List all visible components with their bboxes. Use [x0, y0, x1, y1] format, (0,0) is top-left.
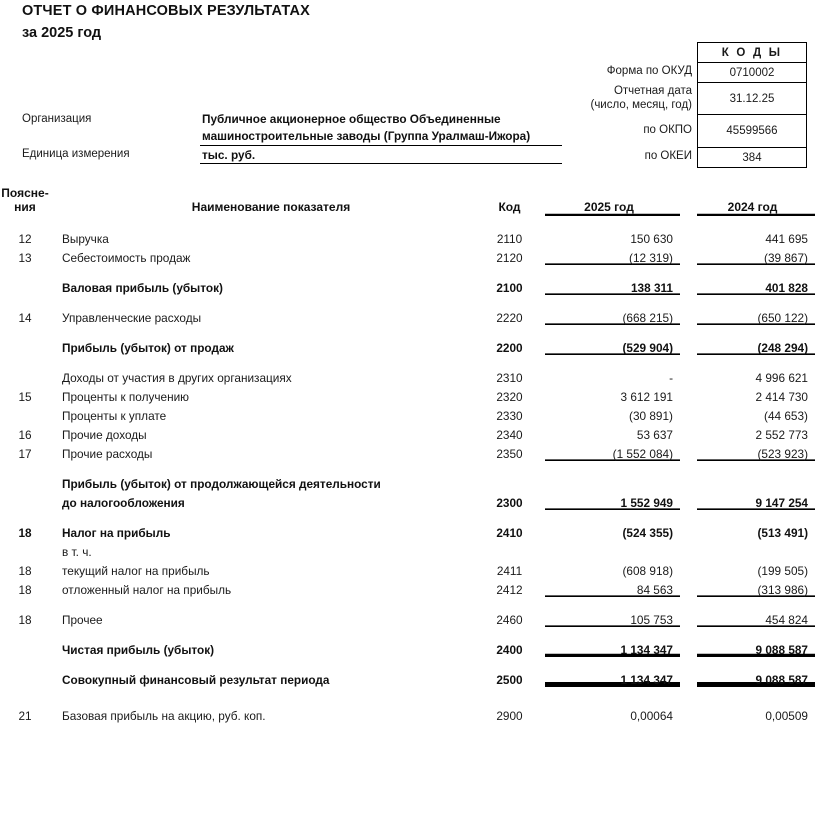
- spacer-cell: [0, 597, 62, 608]
- row-value-previous-year: (650 122): [697, 306, 815, 325]
- row-gap: [680, 668, 697, 687]
- spacer-row: [0, 687, 815, 704]
- row-value-current-year: 1 134 347: [545, 638, 680, 657]
- row-gap: [680, 521, 697, 540]
- row-gap: [680, 491, 697, 510]
- row-gap: [680, 385, 697, 404]
- row-value-previous-year: (523 923): [697, 442, 815, 461]
- row-indicator-name: Выручка: [62, 232, 109, 246]
- row-gap: [680, 227, 697, 246]
- value-report-date: 31.12.25: [698, 83, 807, 115]
- label-okei: по ОКЕИ: [644, 150, 692, 162]
- header-year-current: 2025 год: [545, 186, 680, 216]
- organization-name-rule: [200, 145, 562, 146]
- row-indicator-name: Налог на прибыль: [62, 526, 171, 540]
- row-code: [480, 472, 545, 491]
- spacer-cell: [480, 325, 545, 336]
- row-indicator-name: Прочие расходы: [62, 447, 153, 461]
- row-indicator-name: Проценты к получению: [62, 390, 190, 404]
- spacer-row: [0, 627, 815, 638]
- row-value-previous-year: 9 088 587: [697, 638, 815, 657]
- row-code: 2411: [496, 564, 523, 578]
- table-row: [0, 540, 815, 559]
- row-code: 2310: [496, 371, 523, 385]
- row-value-previous-year: [697, 540, 815, 559]
- table-row: [0, 578, 815, 597]
- codes-row-okud: [698, 63, 807, 83]
- row-note: [0, 404, 62, 423]
- row-value-current-year: 53 637: [636, 428, 673, 442]
- row-note: [0, 540, 62, 559]
- row-code: 2220: [496, 311, 523, 325]
- value-okud: 0710002: [698, 63, 807, 83]
- spacer-cell: [480, 355, 545, 366]
- codes-table: [697, 42, 807, 168]
- row-note: 18: [18, 583, 32, 597]
- row-gap: [680, 306, 697, 325]
- spacer-cell: [480, 657, 545, 668]
- row-note: [0, 668, 62, 687]
- row-note: 18: [18, 564, 32, 578]
- row-note: 14: [18, 311, 32, 325]
- row-value-previous-year: 9 088 587: [697, 668, 815, 687]
- header-indicator-name: Наименование показателя: [191, 200, 351, 214]
- row-indicator-name: Себестоимость продаж: [62, 251, 191, 265]
- row-value-current-year: (608 918): [622, 564, 673, 578]
- income-statement-table: [0, 186, 815, 723]
- organization-name-line1: Публичное акционерное общество Объединенные: [202, 112, 501, 126]
- spacer-cell: [480, 461, 545, 472]
- row-note: 16: [18, 428, 32, 442]
- row-indicator-name: до налогообложения: [62, 496, 185, 510]
- spacer-cell: [0, 510, 62, 521]
- spacer-row: [0, 295, 815, 306]
- table-row: [0, 559, 815, 578]
- spacer-cell: [0, 657, 62, 668]
- row-value-previous-year: 9 147 254: [697, 491, 815, 510]
- table-row: [0, 442, 815, 461]
- spacer-cell: [0, 687, 62, 704]
- row-indicator-name: текущий налог на прибыль: [62, 564, 210, 578]
- spacer-cell: [697, 687, 815, 704]
- row-code: 2300: [496, 496, 523, 510]
- table-row: [0, 608, 815, 627]
- spacer-cell: [680, 461, 697, 472]
- table-row: [0, 491, 815, 510]
- row-code: 2330: [496, 409, 523, 423]
- label-okpo: по ОКПО: [643, 124, 692, 136]
- header-gap: [680, 186, 697, 216]
- row-indicator-name: Прочие доходы: [62, 428, 147, 442]
- row-code: 2410: [496, 526, 523, 540]
- row-value-current-year: 138 311: [545, 276, 680, 295]
- spacer-row: [0, 216, 815, 227]
- row-value-current-year: 3 612 191: [620, 390, 673, 404]
- spacer-cell: [0, 355, 62, 366]
- spacer-cell: [697, 265, 815, 276]
- organization-label: Организация: [22, 113, 92, 125]
- report-period: за 2025 год: [22, 25, 102, 41]
- spacer-cell: [62, 216, 480, 227]
- codes-table-header-row: [698, 43, 807, 63]
- codes-row-okpo: [698, 115, 807, 148]
- row-value-current-year: 84 563: [545, 578, 680, 597]
- row-value-current-year: (668 215): [545, 306, 680, 325]
- spacer-cell: [62, 265, 480, 276]
- row-value-current-year: 0,00064: [630, 709, 673, 723]
- spacer-cell: [697, 657, 815, 668]
- row-value-current-year: 1 134 347: [545, 668, 680, 687]
- row-note: [0, 276, 62, 295]
- spacer-cell: [545, 461, 680, 472]
- spacer-cell: [697, 216, 815, 227]
- row-indicator-name: Прибыль (убыток) от продолжающейся деятельности: [62, 477, 381, 491]
- spacer-cell: [480, 627, 545, 638]
- spacer-cell: [697, 510, 815, 521]
- row-code: 2460: [496, 613, 523, 627]
- row-value-previous-year: 2 414 730: [755, 390, 808, 404]
- spacer-cell: [545, 657, 680, 668]
- codes-header-cell: К О Д Ы: [698, 43, 807, 63]
- row-code: 2320: [496, 390, 523, 404]
- row-indicator-name: Доходы от участия в других организациях: [62, 371, 292, 385]
- table-row: [0, 521, 815, 540]
- row-indicator-name: Совокупный финансовый результат периода: [62, 673, 330, 687]
- row-value-previous-year: 441 695: [765, 232, 808, 246]
- spacer-cell: [680, 216, 697, 227]
- table-row: [0, 227, 815, 246]
- row-value-current-year: (12 319): [545, 246, 680, 265]
- row-indicator-name: Чистая прибыль (убыток): [62, 643, 215, 657]
- spacer-cell: [545, 687, 680, 704]
- spacer-cell: [0, 295, 62, 306]
- value-okpo: 45599566: [698, 115, 807, 148]
- spacer-row: [0, 510, 815, 521]
- spacer-cell: [545, 597, 680, 608]
- spacer-row: [0, 355, 815, 366]
- row-note: 13: [18, 251, 32, 265]
- table-row: [0, 404, 815, 423]
- row-value-previous-year: (44 653): [764, 409, 808, 423]
- spacer-cell: [680, 265, 697, 276]
- spacer-cell: [62, 510, 480, 521]
- row-value-current-year: 150 630: [630, 232, 673, 246]
- spacer-cell: [480, 597, 545, 608]
- spacer-cell: [62, 657, 480, 668]
- spacer-cell: [545, 265, 680, 276]
- row-note: [0, 366, 62, 385]
- row-indicator-name: в т. ч.: [62, 545, 92, 559]
- row-code: 2900: [496, 709, 523, 723]
- spacer-cell: [697, 355, 815, 366]
- unit-value: тыс. руб.: [202, 148, 256, 162]
- row-gap: [680, 608, 697, 627]
- row-value-previous-year: 454 824: [697, 608, 815, 627]
- row-value-current-year: (524 355): [622, 526, 673, 540]
- spacer-cell: [545, 216, 680, 227]
- spacer-cell: [0, 265, 62, 276]
- spacer-cell: [680, 295, 697, 306]
- row-note: 18: [18, 526, 32, 540]
- row-gap: [680, 404, 697, 423]
- row-note: [0, 491, 62, 510]
- spacer-cell: [62, 461, 480, 472]
- spacer-row: [0, 597, 815, 608]
- spacer-cell: [545, 510, 680, 521]
- spacer-cell: [62, 325, 480, 336]
- unit-rule: [200, 163, 562, 164]
- table-row: [0, 366, 815, 385]
- row-gap: [680, 423, 697, 442]
- table-row: [0, 472, 815, 491]
- spacer-cell: [62, 627, 480, 638]
- spacer-row: [0, 461, 815, 472]
- table-row: [0, 306, 815, 325]
- table-row: [0, 423, 815, 442]
- value-okei: 384: [698, 148, 807, 168]
- report-title: ОТЧЕТ О ФИНАНСОВЫХ РЕЗУЛЬТАТАХ: [22, 3, 310, 19]
- row-code: 2412: [496, 583, 523, 597]
- row-gap: [680, 246, 697, 265]
- row-value-current-year: [545, 540, 680, 559]
- spacer-cell: [545, 355, 680, 366]
- row-value-current-year: (529 904): [545, 336, 680, 355]
- row-indicator-name: Прибыль (убыток) от продаж: [62, 341, 234, 355]
- spacer-cell: [62, 687, 480, 704]
- spacer-cell: [0, 627, 62, 638]
- header-code: Код: [498, 200, 521, 214]
- spacer-cell: [680, 510, 697, 521]
- row-value-current-year: -: [669, 371, 673, 385]
- table-row: [0, 638, 815, 657]
- row-code: 2340: [496, 428, 523, 442]
- row-code: 2120: [496, 251, 523, 265]
- table-row: [0, 276, 815, 295]
- row-indicator-name: Прочее: [62, 613, 103, 627]
- row-code: 2100: [496, 281, 523, 295]
- codes-row-report-date: [698, 83, 807, 115]
- row-note: [0, 336, 62, 355]
- row-gap: [680, 578, 697, 597]
- spacer-cell: [545, 325, 680, 336]
- row-value-previous-year: 0,00509: [765, 709, 808, 723]
- row-value-previous-year: [697, 472, 815, 491]
- row-note: 15: [18, 390, 32, 404]
- row-value-previous-year: (199 505): [757, 564, 808, 578]
- row-code: [480, 540, 545, 559]
- row-value-previous-year: 2 552 773: [755, 428, 808, 442]
- row-value-current-year: (1 552 084): [545, 442, 680, 461]
- spacer-cell: [545, 295, 680, 306]
- spacer-cell: [480, 265, 545, 276]
- row-gap: [680, 638, 697, 657]
- header-notes: Поясне- ния: [1, 186, 49, 214]
- row-value-current-year: [545, 472, 680, 491]
- row-code: 2200: [496, 341, 523, 355]
- row-indicator-name: отложенный налог на прибыль: [62, 583, 232, 597]
- label-report-date-line1: Отчетная дата: [613, 85, 692, 97]
- row-note: [0, 638, 62, 657]
- table-row: [0, 336, 815, 355]
- spacer-cell: [480, 295, 545, 306]
- table-row: [0, 704, 815, 723]
- row-note: 12: [18, 232, 32, 246]
- label-okud: Форма по ОКУД: [606, 65, 692, 77]
- spacer-cell: [62, 597, 480, 608]
- row-gap: [680, 559, 697, 578]
- row-indicator-name: Проценты к уплате: [62, 409, 167, 423]
- spacer-cell: [680, 355, 697, 366]
- spacer-cell: [697, 325, 815, 336]
- row-note: 18: [18, 613, 32, 627]
- table-row: [0, 668, 815, 687]
- row-note: 17: [18, 447, 32, 461]
- spacer-cell: [680, 597, 697, 608]
- spacer-cell: [680, 657, 697, 668]
- spacer-cell: [0, 461, 62, 472]
- spacer-cell: [697, 627, 815, 638]
- row-gap: [680, 366, 697, 385]
- row-code: 2350: [496, 447, 523, 461]
- row-gap: [680, 472, 697, 491]
- spacer-cell: [697, 295, 815, 306]
- spacer-cell: [680, 627, 697, 638]
- row-gap: [680, 704, 697, 723]
- organization-name-line2: машиностроительные заводы (Группа Уралмаш-Ижора): [202, 129, 531, 143]
- spacer-cell: [680, 687, 697, 704]
- spacer-cell: [680, 325, 697, 336]
- unit-label: Единица измерения: [22, 148, 130, 160]
- spacer-row: [0, 265, 815, 276]
- row-value-current-year: 105 753: [545, 608, 680, 627]
- row-value-previous-year: (248 294): [697, 336, 815, 355]
- table-row: [0, 385, 815, 404]
- table-row: [0, 246, 815, 265]
- spacer-cell: [0, 325, 62, 336]
- row-gap: [680, 540, 697, 559]
- row-indicator-name: Валовая прибыль (убыток): [62, 281, 223, 295]
- row-value-previous-year: 401 828: [697, 276, 815, 295]
- header-year-previous: 2024 год: [697, 186, 815, 216]
- row-code: 2110: [496, 232, 523, 246]
- spacer-cell: [480, 216, 545, 227]
- row-gap: [680, 336, 697, 355]
- spacer-cell: [545, 627, 680, 638]
- row-value-current-year: 1 552 949: [545, 491, 680, 510]
- row-gap: [680, 442, 697, 461]
- spacer-cell: [62, 295, 480, 306]
- row-indicator-name: Базовая прибыль на акцию, руб. коп.: [62, 709, 266, 723]
- row-code: 2500: [496, 673, 523, 687]
- row-value-previous-year: (39 867): [697, 246, 815, 265]
- table-header-row: [0, 186, 815, 216]
- row-indicator-name: Управленческие расходы: [62, 311, 202, 325]
- codes-label-group: [470, 0, 692, 162]
- row-value-current-year: (30 891): [629, 409, 673, 423]
- row-note: 21: [18, 709, 32, 723]
- row-code: 2400: [496, 643, 523, 657]
- spacer-row: [0, 325, 815, 336]
- row-note: [0, 472, 62, 491]
- label-report-date-line2: (число, месяц, год): [590, 99, 692, 111]
- row-gap: [680, 276, 697, 295]
- row-value-previous-year: (313 986): [697, 578, 815, 597]
- spacer-cell: [0, 216, 62, 227]
- spacer-cell: [62, 355, 480, 366]
- row-value-previous-year: 4 996 621: [755, 371, 808, 385]
- spacer-cell: [480, 687, 545, 704]
- row-value-previous-year: (513 491): [757, 526, 808, 540]
- spacer-cell: [480, 510, 545, 521]
- codes-row-okei: [698, 148, 807, 168]
- spacer-cell: [697, 597, 815, 608]
- spacer-row: [0, 657, 815, 668]
- spacer-cell: [697, 461, 815, 472]
